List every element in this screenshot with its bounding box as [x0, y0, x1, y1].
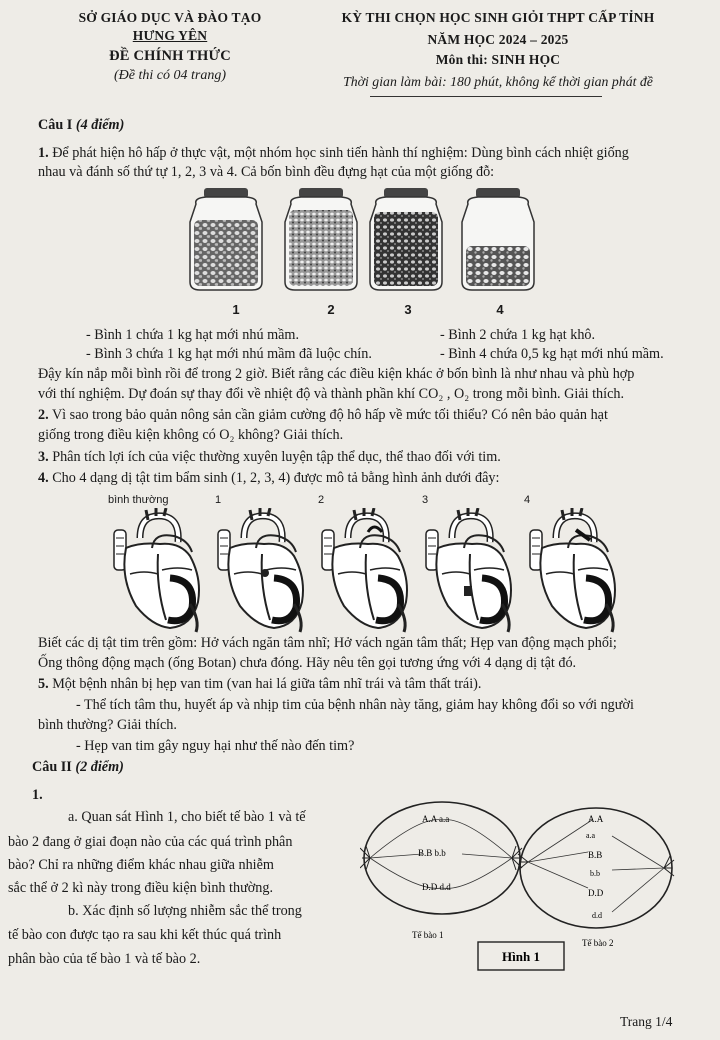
cell-1-label-dd: D.D d.d	[422, 882, 451, 892]
q1-part4-line1	[38, 469, 499, 488]
q2-part1-number: 1.	[32, 787, 43, 803]
q1-part5-line1	[38, 675, 481, 694]
cell-2-label-AA: A.A	[588, 814, 604, 824]
q2-b-line2: tế bào con được tạo ra sau khi kết thúc quá trình	[8, 927, 282, 943]
jar-label-4: 4	[496, 302, 504, 317]
q1-part5-text1: Một bệnh nhân bị hẹp van tim (van hai lá giữa tâm nhĩ trái và tâm thất trái).	[52, 676, 482, 692]
q1-part1-line3: Đậy kín nắp mỗi bình rồi để trong 2 giờ. Biết rằng các điều kiện khác ở bốn bình là như nhau và phù hợp	[38, 366, 635, 382]
cell-1-name: Tế bào 1	[412, 930, 444, 940]
cell-1-label-aa: A.A a.a	[422, 814, 450, 824]
jar-label-1: 1	[232, 302, 240, 317]
figure-caption: Hình 1	[502, 949, 540, 964]
question-2-title: Câu II	[32, 759, 72, 775]
jar-4-description: - Bình 4 chứa 0,5 kg hạt mới nhú mầm.	[440, 346, 664, 362]
jar-label-2: 2	[327, 302, 335, 317]
page-number: Trang 1/4	[620, 1014, 673, 1029]
subject: Môn thi: SINH HỌC	[435, 52, 561, 67]
heart-label-2: 2	[318, 494, 325, 506]
province-name: HƯNG YÊN	[132, 28, 208, 43]
q1-part3	[38, 448, 501, 467]
question-1-points: (4 điểm)	[75, 117, 125, 133]
q1-part2-line2: giống trong điều kiện không có O₂ không? Giải thích.	[38, 427, 344, 443]
question-1-title: Câu I	[38, 117, 73, 133]
exam-title: KỲ THI CHỌN HỌC SINH GIỎI THPT CẤP TỈNH	[341, 10, 655, 25]
jar-2-description: - Bình 2 chứa 1 kg hạt khô.	[440, 327, 596, 343]
q1-part3-number: 3.	[38, 449, 49, 465]
jar-1-description: - Bình 1 chứa 1 kg hạt mới nhú mầm.	[86, 327, 299, 343]
jar-2	[285, 188, 357, 290]
q2-b-line3: phân bào của tế bào 1 và tế bào 2.	[8, 951, 201, 967]
cell-2-label-DD: D.D	[588, 888, 604, 898]
q1-part1-line2: nhau và đánh số thứ tự 1, 2, 3 và 4. Cả bốn bình đều đựng hạt của một giống đỗ:	[38, 164, 495, 180]
q1-part3-text: Phân tích lợi ích của việc thường xuyên luyện tập thể dục, thể thao đối với tim.	[52, 449, 501, 465]
q2-a-line3: bào? Chỉ ra những điểm khác nhau giữa nhiễm	[8, 857, 274, 873]
jar-label-3: 3	[404, 302, 412, 317]
q1-part4-text1: Cho 4 dạng dị tật tim bẩm sinh (1, 2, 3, 4) được mô tả bằng hình ảnh dưới đây:	[52, 470, 500, 486]
cell-2	[518, 808, 674, 928]
question-2-points: (2 điểm)	[75, 759, 124, 775]
time-note: Thời gian làm bài: 180 phút, không kể thời gian phát đề	[343, 74, 653, 89]
jar-3	[370, 188, 442, 290]
q1-part5-line3: bình thường? Giải thích.	[38, 717, 177, 733]
q1-part5-number: 5.	[38, 676, 49, 692]
question-2-heading	[32, 758, 124, 777]
q1-part1-line1	[38, 144, 629, 163]
q1-part4-number: 4.	[38, 470, 49, 486]
cell-2-label-bb: b.b	[590, 869, 600, 878]
heart-label-3: 3	[422, 494, 429, 506]
cell-2-label-BB: B.B	[588, 850, 603, 860]
hearts-figure	[100, 508, 620, 636]
q2-a-line2: bào 2 đang ở giai đoạn nào của các quá trình phân	[8, 834, 293, 850]
q1-part2-line1	[38, 406, 608, 425]
heart-label-4: 4	[524, 494, 531, 506]
cell-1	[360, 802, 522, 914]
cell-2-label-aa: a.a	[586, 831, 596, 840]
cell-2-name: Tế bào 2	[582, 938, 614, 948]
q1-part1-text1: Để phát hiện hô hấp ở thực vật, một nhóm học sinh tiến hành thí nghiệm: Dùng bình cách nhiệt giống	[52, 145, 629, 161]
jar-3-description: - Bình 3 chứa 1 kg hạt mới nhú mầm đã luộc chín.	[86, 346, 372, 362]
cell-1-label-bb: B.B b.b	[418, 848, 446, 858]
q1-part1-line4: với thí nghiệm. Dự đoán sự thay đổi về nhiệt độ và thành phần khí CO₂ , O₂ trong mỗi bình. Giải thích.	[38, 386, 625, 402]
q2-b-line1: b. Xác định số lượng nhiễm sắc thể trong	[68, 903, 302, 919]
heart-label-normal: bình thường	[108, 494, 169, 506]
cell-division-figure	[360, 796, 712, 974]
jar-1	[190, 188, 262, 290]
q1-part2-number: 2.	[38, 407, 49, 423]
question-1-heading	[38, 116, 124, 135]
pages-note: (Đề thi có 04 trang)	[114, 68, 226, 83]
school-year: NĂM HỌC 2024 – 2025	[427, 32, 569, 47]
q1-part5-line2: - Thể tích tâm thu, huyết áp và nhịp tim của bệnh nhân này tăng, giảm hay không đổi so với người	[76, 697, 634, 713]
q1-part4-line3: Ống thông động mạch (ống Botan) chưa đóng. Hãy nêu tên gọi tương ứng với 4 dạng dị tật đó.	[38, 655, 577, 671]
department-name: SỞ GIÁO DỤC VÀ ĐÀO TẠO	[78, 10, 262, 25]
q2-a-line1: a. Quan sát Hình 1, cho biết tế bào 1 và tế	[68, 809, 306, 825]
jars-figure	[186, 182, 536, 322]
cell-2-label-dd: d.d	[592, 911, 602, 920]
official-label: ĐỀ CHÍNH THỨC	[109, 48, 231, 64]
jar-4	[462, 188, 534, 290]
q2-a-line4: sắc thể ở 2 kì này trong điều kiện bình thường.	[8, 880, 274, 896]
header-divider	[370, 96, 602, 97]
q1-part2-text1: Vì sao trong bảo quản nông sản cần giảm cường độ hô hấp về mức tối thiểu? Có nên bảo quản hạt	[51, 407, 608, 423]
heart-label-1: 1	[215, 494, 222, 506]
q1-part4-line2: Biết các dị tật tim trên gồm: Hở vách ngăn tâm nhĩ; Hở vách ngăn tâm thất; Hẹp van động mạch phổi;	[38, 635, 617, 651]
q1-part1-number: 1.	[38, 145, 49, 161]
q1-part5-line4: - Hẹp van tim gây nguy hại như thế nào đến tim?	[76, 738, 355, 754]
